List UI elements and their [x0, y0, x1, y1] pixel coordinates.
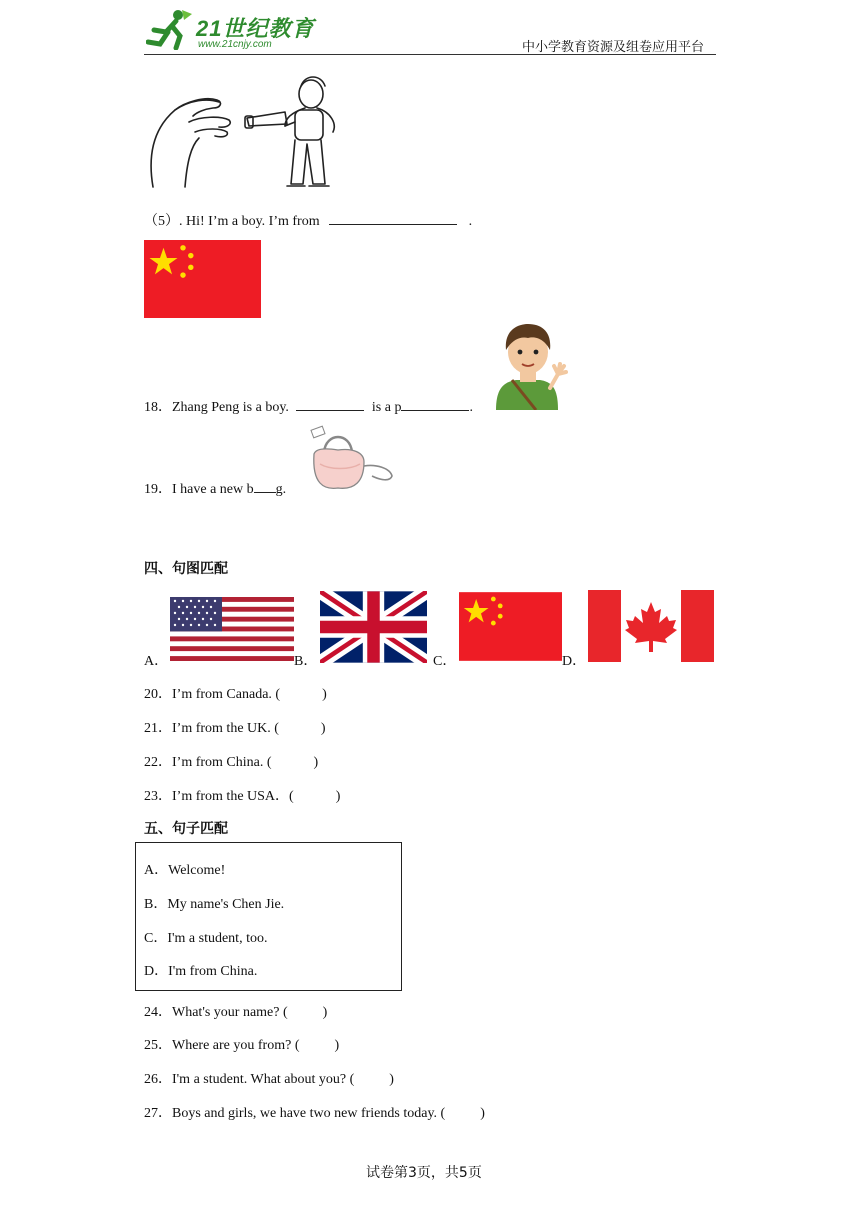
page-footer: 试卷第3页，共5页 [366, 1165, 482, 1181]
q19-text-a: 19．I have a new b [144, 482, 254, 497]
header-rule [144, 54, 716, 55]
option-b-letter: B． [294, 654, 318, 669]
q5-text: （5）. Hi! I’m a boy. I’m from [144, 214, 320, 229]
boy-illustration [488, 322, 568, 410]
logo-url-text: www.21cnjy.com [198, 39, 272, 50]
q22: 22．I’m from China. ( ) [144, 755, 319, 770]
option-china: D．I'm from China. [144, 964, 258, 979]
bag-illustration [306, 424, 398, 494]
q21: 21．I’m from the UK. ( ) [144, 721, 326, 736]
option-a-letter: A． [144, 654, 169, 669]
option-welcome: A．Welcome! [144, 863, 226, 878]
logo [146, 8, 316, 52]
q24: 24．What's your name? ( ) [144, 1005, 328, 1020]
q26: 26．I'm a student. What about you? ( ) [144, 1072, 394, 1087]
q19-end: g. [275, 482, 287, 497]
telescope-illustration [145, 72, 340, 192]
section-4-title: 四、句图匹配 [144, 561, 228, 577]
option-student: C．I'm a student, too. [144, 931, 268, 946]
option-d-letter: D． [562, 654, 587, 669]
option-name: B．My name's Chen Jie. [144, 897, 285, 912]
q5-line [144, 210, 472, 230]
q19-blank[interactable] [254, 480, 276, 493]
q18-text-b: is a p [371, 400, 402, 415]
uk-flag [320, 591, 427, 663]
logo-runner-icon [146, 8, 194, 50]
canada-flag [588, 590, 714, 662]
china-flag [459, 592, 562, 661]
option-c-letter: C． [433, 654, 457, 669]
q18-line [144, 396, 473, 416]
q5-answer-blank[interactable] [329, 212, 457, 225]
q18-end: . [469, 400, 473, 415]
q23: 23．I’m from the USA．( ) [144, 789, 341, 804]
q5-china-flag [144, 238, 261, 320]
usa-flag [170, 597, 294, 661]
section-5-title: 五、句子匹配 [144, 821, 228, 837]
q5-end: . [468, 214, 473, 229]
q19-line [144, 478, 286, 498]
q25: 25．Where are you from? ( ) [144, 1038, 340, 1053]
q27: 27．Boys and girls, we have two new friends today. ( ) [144, 1106, 485, 1121]
q18-blank-2[interactable] [401, 398, 469, 411]
q20: 20．I’m from Canada. ( ) [144, 687, 327, 702]
q18-blank-1[interactable] [296, 398, 364, 411]
logo-main-text: 21世纪教育 [196, 16, 315, 41]
platform-name: 中小学教育资源及组卷应用平台 [522, 40, 705, 55]
q18-text-a: 18．Zhang Peng is a boy. [144, 400, 289, 415]
